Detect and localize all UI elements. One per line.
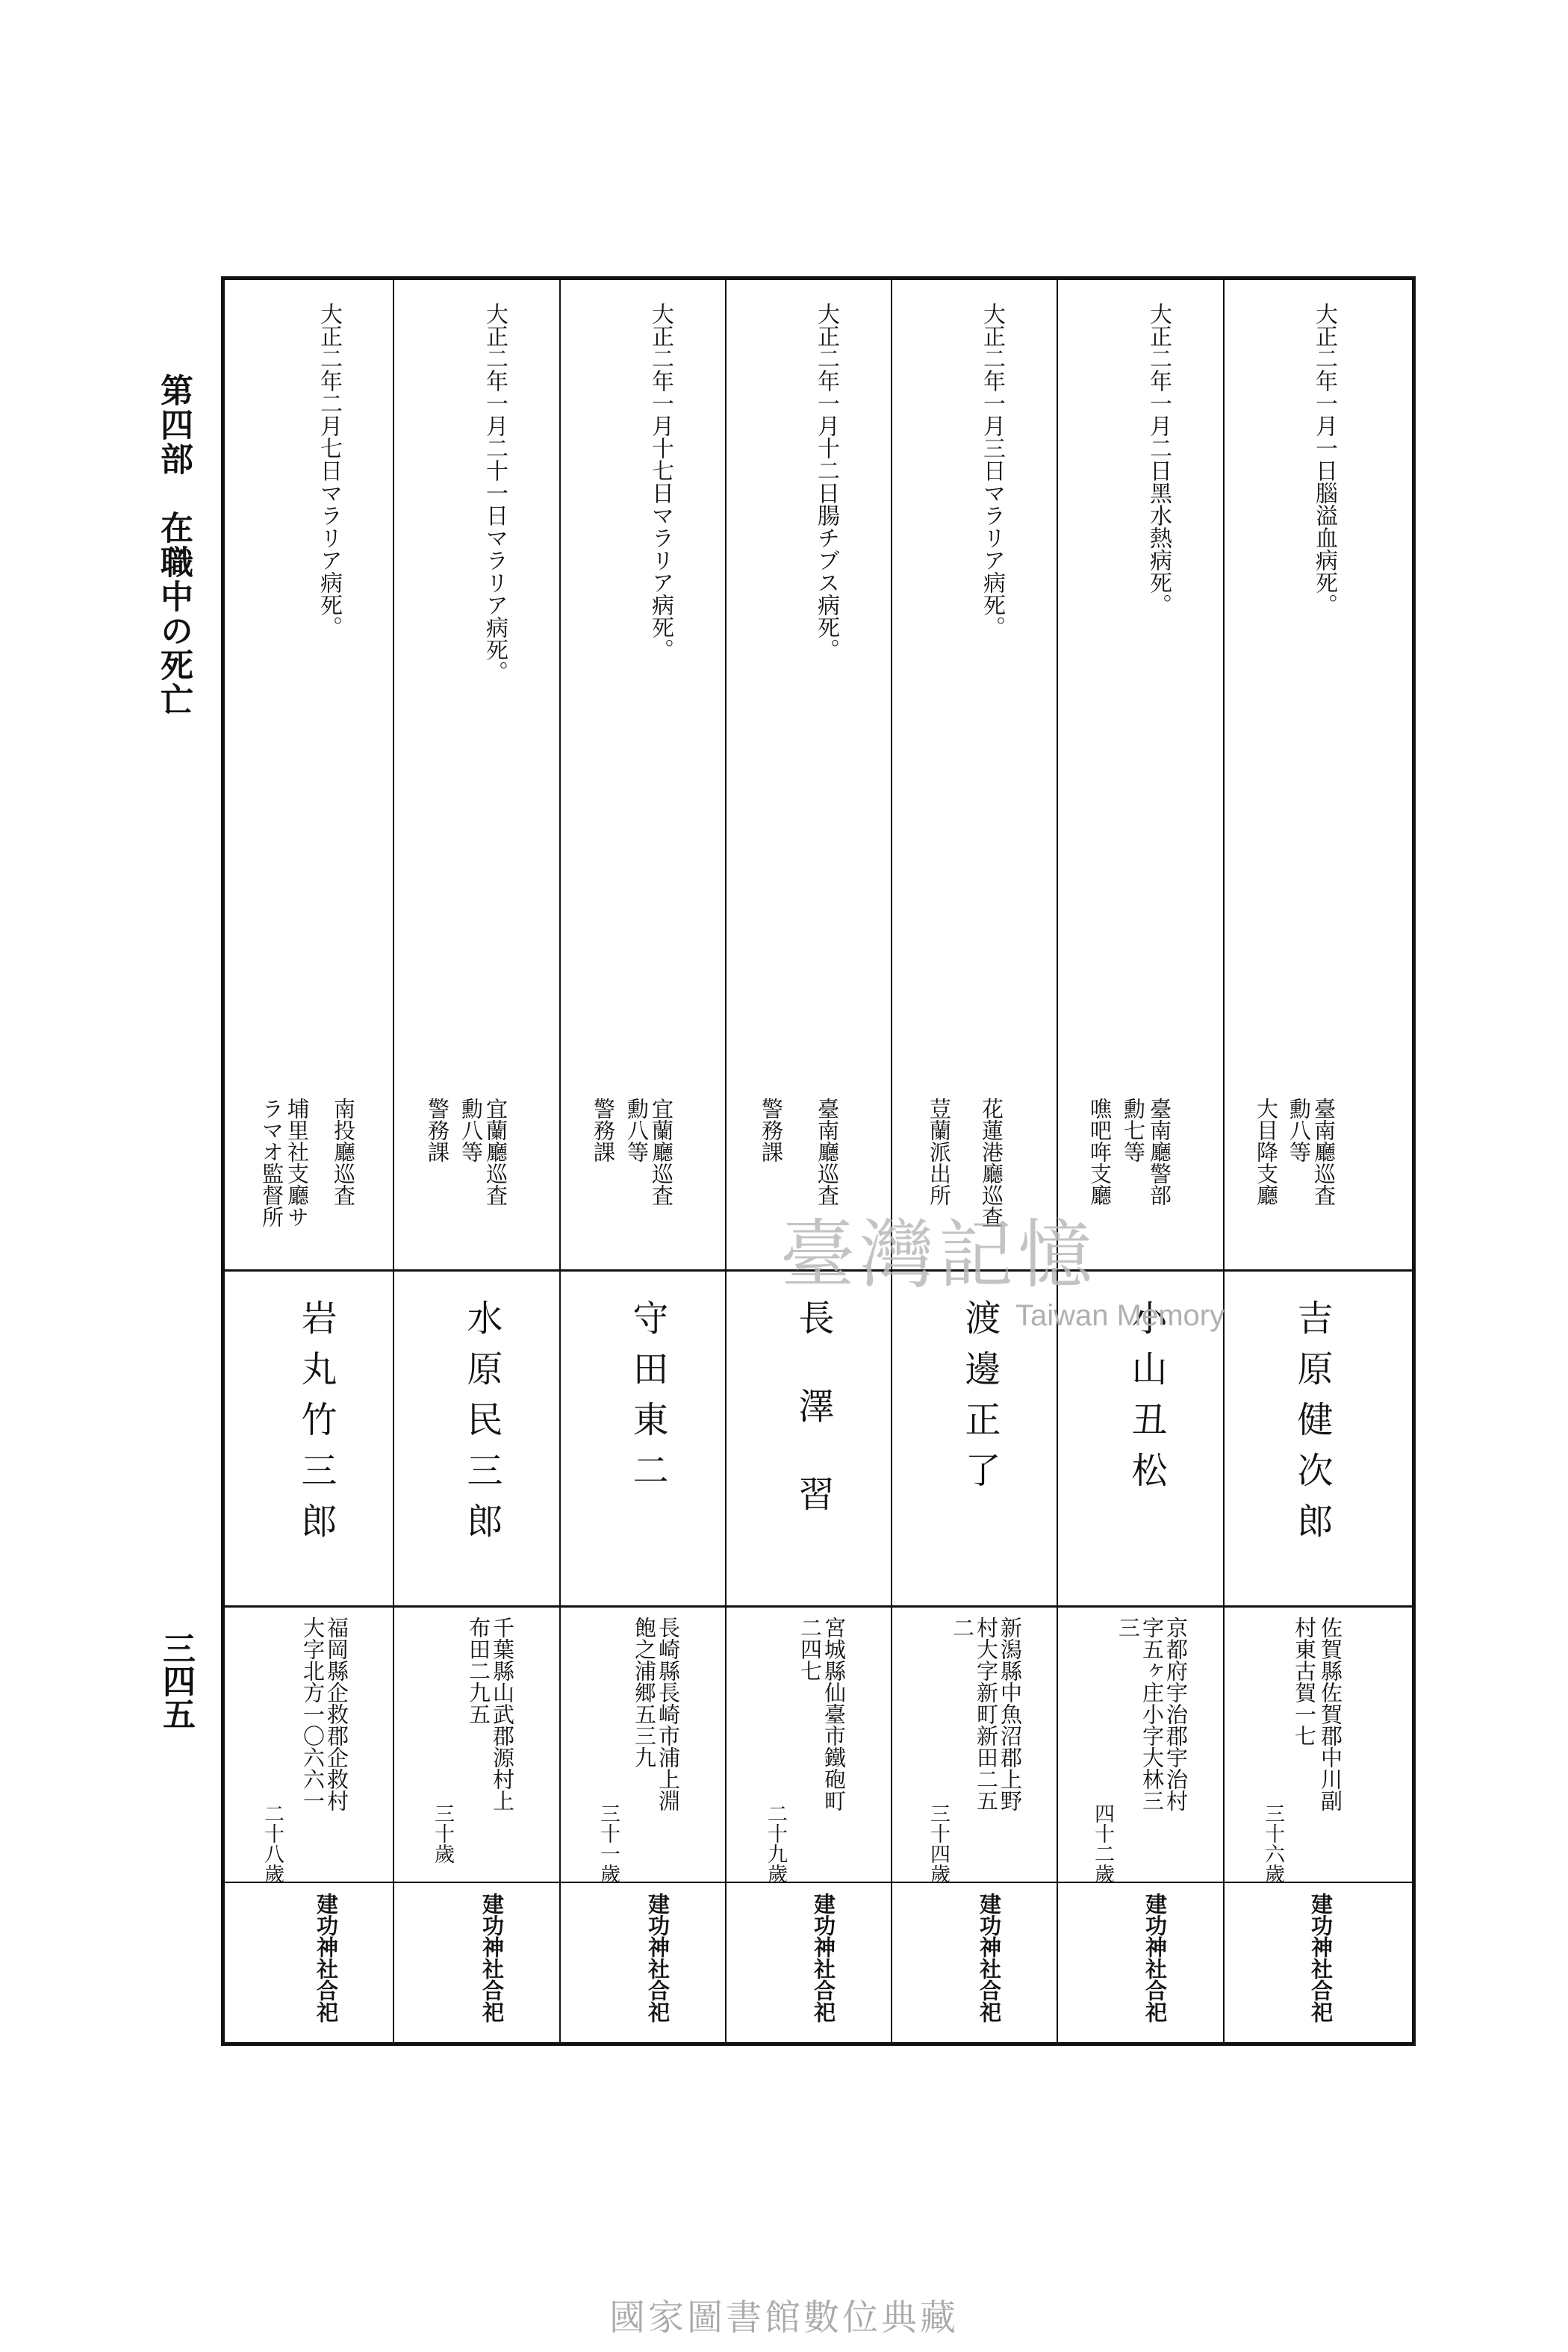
domicile-line: 千葉縣山武郡源村上 [490,1617,515,1811]
column-divider [1057,280,1058,2042]
post-line: 南投廳巡査 [331,1098,356,1206]
person-name: 渡邊正了 [959,1299,1001,1502]
age: 三十四歲 [927,1803,950,1884]
watermark-logo: 臺灣記憶 [780,1211,1097,1298]
domicile-line: 佐賀縣佐賀郡中川副 [1318,1617,1343,1811]
domicile-line: 大字北方一〇六六一 [300,1617,326,1811]
person-name: 長澤習 [792,1299,834,1564]
domicile-line: 二 [950,1617,975,1638]
column-divider [1223,280,1225,2042]
death-record: 大正二年一月二十一日マラリア病死。 [482,302,508,683]
person-name: 岩丸竹三郎 [295,1299,337,1553]
age: 二十八歲 [261,1803,284,1884]
enshrinement: 建功神社合祀 [314,1893,339,2023]
domicile-line: 村東古賀一七 [1292,1617,1317,1746]
section-header: 第四部 在職中の死亡 [155,373,193,717]
death-record: 大正二年一月一日腦溢血病死。 [1311,302,1337,616]
person-name: 吉原健次郎 [1291,1299,1333,1553]
column-divider [725,280,727,2042]
domicile-line: 二四七 [797,1617,823,1681]
post-line: 警務課 [425,1098,450,1163]
post-line: 警務課 [759,1098,784,1163]
post-line: 警務課 [591,1098,616,1163]
rule-name-domicile [225,1605,1412,1608]
enshrinement: 建功神社合祀 [977,1893,1002,2023]
post-line: 勳八等 [624,1098,650,1163]
column-divider [891,280,892,2042]
column-divider [559,280,561,2042]
enshrinement: 建功神社合祀 [479,1893,505,2023]
domicile-line: 宮城縣仙臺市鐵砲町 [821,1617,847,1811]
domicile-line: 布田二九五 [466,1617,491,1725]
death-record: 大正二年一月十二日腸チブス病死。 [813,302,839,661]
page-number: 三四五 [157,1631,195,1730]
watermark-logo-subtitle: Taiwan Memory [1015,1299,1225,1332]
person-name: 小山丑松 [1125,1299,1167,1502]
death-record: 大正二年二月七日マラリア病死。 [316,302,342,638]
death-record: 大正二年一月二日黑水熱病死。 [1145,302,1172,616]
person-name: 守田東二 [626,1299,668,1502]
enshrinement: 建功神社合祀 [1308,1893,1334,2023]
domicile-line: 新潟縣中魚沼郡上野 [998,1617,1023,1811]
domicile-line: 飽之浦郷五三九 [632,1617,657,1768]
post-line: 大目降支廳 [1254,1098,1279,1206]
domicile-line: 村大字新町新田二五 [974,1617,999,1811]
rule-age-enshrine [225,1882,1412,1883]
post-line: 臺南廳警部 [1147,1098,1172,1206]
age: 三十一歲 [597,1803,620,1884]
enshrinement: 建功神社合祀 [1142,1893,1168,2023]
post-line: 勳八等 [458,1098,484,1163]
death-record: 大正二年一月十七日マラリア病死。 [647,302,673,661]
domicile-line: 京都府宇治郡宇治村 [1163,1617,1189,1811]
age: 三十歲 [431,1803,454,1864]
post-line: 勳八等 [1287,1098,1312,1163]
domicile-line: 長崎縣長崎市浦上淵 [656,1617,681,1811]
post-line: 宜蘭廳巡査 [649,1098,674,1206]
enshrinement: 建功神社合祀 [645,1893,671,2023]
footer-credit: 國家圖書館數位典藏 [609,2297,959,2339]
post-line: 臺南廳巡査 [1311,1098,1337,1206]
post-line: 噍吧哖支廳 [1087,1098,1113,1206]
post-line: 勳七等 [1121,1098,1146,1163]
death-record: 大正二年一月三日マラリア病死。 [979,302,1005,638]
post-line: 埔里社支廳サ [284,1098,310,1228]
domicile-line: 三 [1116,1617,1141,1638]
post-line: 荳蘭派出所 [927,1098,952,1206]
age: 四十二歲 [1091,1803,1114,1884]
register-table [221,276,1416,2046]
post-line: 花蓮港廳巡査 [979,1098,1004,1228]
column-divider [393,280,394,2042]
post-line: ラマオ監督所 [259,1098,284,1228]
age: 三十六歲 [1261,1803,1284,1884]
domicile-line: 福岡縣企救郡企救村 [324,1617,349,1811]
post-line: 臺南廳巡査 [815,1098,840,1206]
enshrinement: 建功神社合祀 [811,1893,836,2023]
domicile-line: 字五ヶ庄小字大林三 [1139,1617,1165,1811]
person-name: 水原民三郎 [461,1299,503,1553]
post-line: 宜蘭廳巡査 [483,1098,508,1206]
age: 二十九歲 [764,1803,787,1884]
